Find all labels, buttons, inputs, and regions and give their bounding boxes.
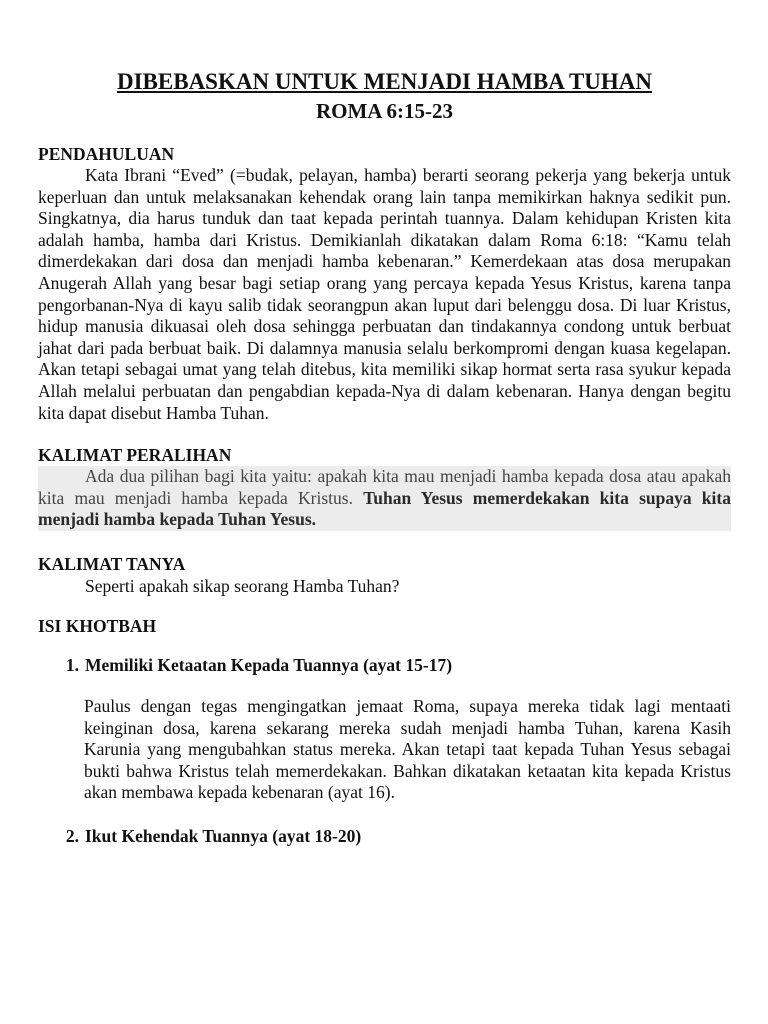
point-1-number: 1. (65, 654, 79, 675)
section-heading-pendahuluan: PENDAHULUAN (38, 144, 175, 164)
point-1-body: Paulus dengan tegas mengingatkan jemaat Roma, supaya mereka tidak lagi mentaati keinginan dosa, karena sekarang mereka sudah menjadi hamba Tuhan, karena Kasih Karunia yang mengubahkan status mereka. Akan tetapi taat kepada Tuhan Yesus sebagai bukti bahwa Kristus telah memerdekakan. Bahkan dikatakan ketaatan kita kepada Kristus akan membawa kepada kebenaran (ayat 16). (84, 695, 731, 803)
section-heading-isi-khotbah: ISI KHOTBAH (38, 615, 157, 636)
document-subtitle: ROMA 6:15-23 (315, 99, 454, 123)
point-2-heading (38, 825, 731, 847)
point-2-number: 2. (65, 825, 79, 846)
paragraph-kalimat-peralihan (38, 466, 731, 531)
paragraph-pendahuluan: Kata Ibrani “Eved” (=budak, pelayan, hamba) berarti seorang pekerja yang bekerja untuk keperluan dan untuk melaksanakan kehendak orang lain tanpa memikirkan haknya sedikit pun. Singkatnya, dia harus tunduk dan taat kepada perintah tuannya. Dalam kehidupan Kristen kita adalah hamba, hamba dari Kristus. Demikianlah dikatakan dalam Roma 6:18: “Kamu telah dimerdekakan dari dosa dan menjadi hamba kebenaran.” Kemerdekaan atas dosa merupakan Anugerah Allah yang besar bagi setiap orang yang percaya kepada Yesus Kristus, karena tanpa pengorbanan-Nya di kayu salib tidak seorangpun akan luput dari belenggu dosa. Di luar Kristus, hidup manusia dikuasai oleh dosa sehingga perbuatan dan tindakannya condong untuk berbuat jahat dari pada berbuat baik. Di dalamnya manusia selalu berkompromi dengan kuasa kegelapan. Akan tetapi sebagai umat yang telah ditebus, kita memiliki sikap hormat serta rasa syukur kepada Allah melalui perbuatan dan pengabdian kepada-Nya di dalam kebenaran. Hanya dengan begitu kita dapat disebut Hamba Tuhan. (38, 165, 731, 423)
section-heading-kalimat-peralihan: KALIMAT PERALIHAN (38, 445, 232, 466)
peralihan-emphasis-text: Tuhan Yesus memerdekakan kita supaya kita menjadi hamba kepada Tuhan Yesus. (38, 487, 731, 530)
peralihan-lead-text: Ada dua pilihan bagi kita yaitu: apakah kita mau menjadi hamba kepada dosa atau apakah kita mau menjadi hamba kepada Kristus. (38, 466, 731, 508)
point-1-title: Memiliki Ketaatan Kepada Tuannya (ayat 15-17) (85, 654, 453, 675)
document-page (38, 68, 731, 847)
point-1-heading (38, 654, 731, 676)
point-2-title: Ikut Kehendak Tuannya (ayat 18-20) (85, 825, 362, 846)
question-text: Seperti apakah sikap seorang Hamba Tuhan? (85, 575, 400, 596)
section-heading-kalimat-tanya: KALIMAT TANYA (38, 553, 186, 574)
document-title: DIBEBASKAN UNTUK MENJADI HAMBA TUHAN (116, 69, 653, 94)
